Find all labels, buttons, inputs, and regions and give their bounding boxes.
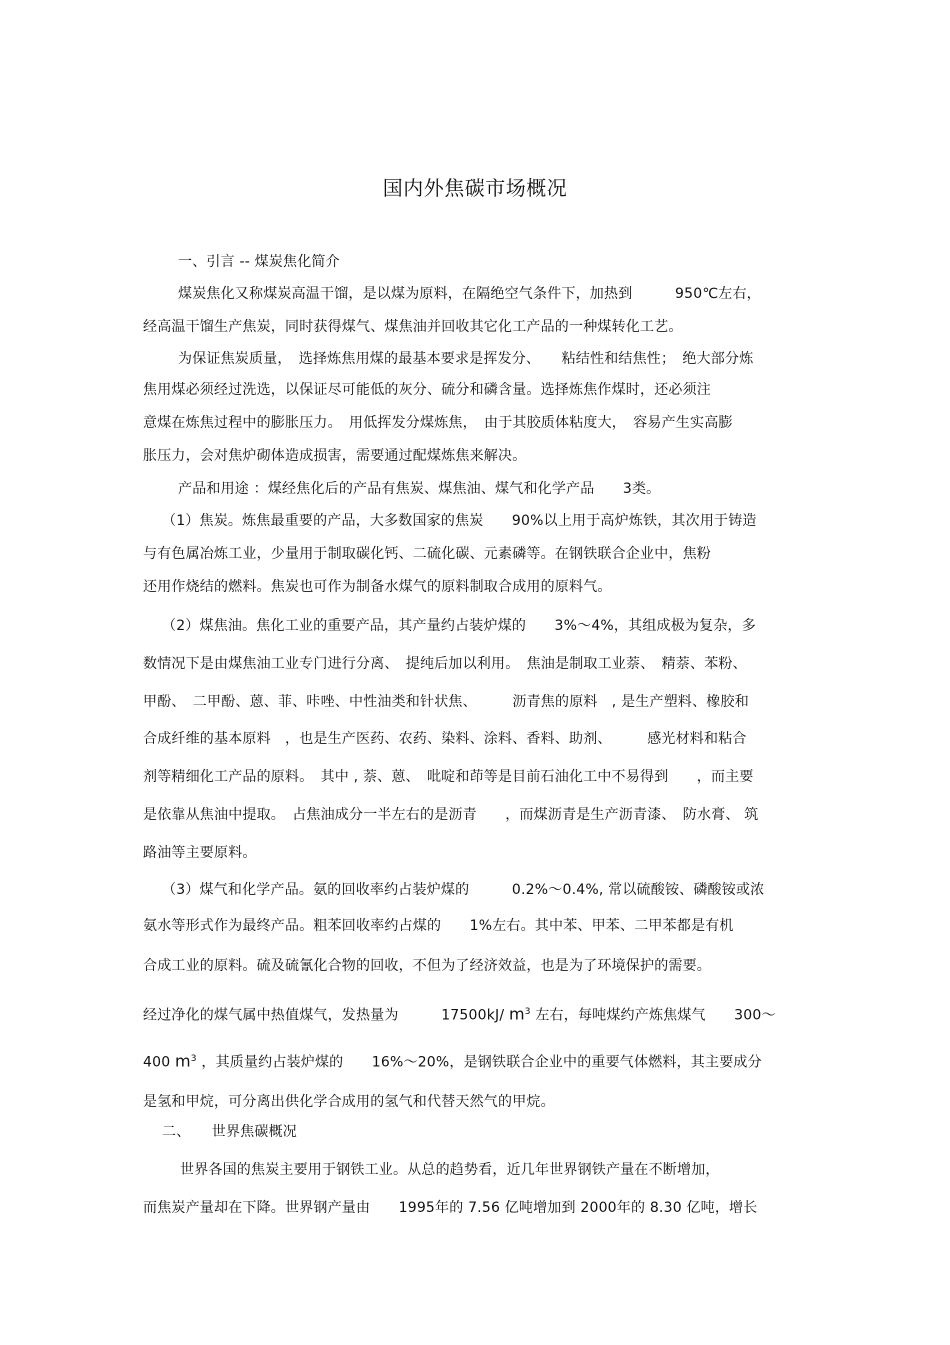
paragraph-line: 经高温干馏生产焦炭，同时获得煤气、煤焦油并回收其它化工产品的一种煤转化工艺。 (143, 319, 683, 335)
paragraph-line: 氨水等形式作为最终产品。粗苯回收率约占煤的 1%左右。其中苯、甲苯、二甲苯都是有机 (143, 918, 734, 934)
section-heading-intro: 一、引言 -- 煤炭焦化简介 (178, 254, 340, 270)
paragraph-line: 是氢和甲烷，可分离出供化学合成用的氢气和代替天然气的甲烷。 (143, 1094, 555, 1110)
page-title: 国内外焦碳市场概况 (382, 176, 568, 200)
paragraph-line: 路油等主要原料。 (143, 845, 257, 861)
heat-value-text: 经过净化的煤气属中热值煤气，发热量为 17500kJ/ (143, 1007, 505, 1024)
gas-share-text: ，其质量约占装炉煤的 16%～20%，是钢铁联合企业中的重要气体燃料，其主要成分 (201, 1054, 762, 1071)
gas-volume-value: 400 (143, 1054, 171, 1071)
paragraph-line: 数情况下是由煤焦油工业专门进行分离、 提纯后加以利用。 焦油是制取工业萘、 精萘、苯粉、 (143, 656, 747, 672)
unit-m: m (508, 1004, 525, 1024)
paragraph-line: 与有色属冶炼工业，少量用于制取碳化钙、二硫化碳、元素磷等。在钢铁联合企业中，焦粉 (143, 546, 711, 562)
unit-m: m (174, 1051, 191, 1071)
paragraph-line: 煤炭焦化又称煤炭高温干馏，是以煤为原料，在隔绝空气条件下，加热到 950℃左右， (178, 286, 761, 302)
paragraph-line: 合成纤维的基本原料 ，也是生产医药、农药、染料、涂料、香料、助剂、 感光材料和粘合 (143, 731, 747, 747)
paragraph-line: （3）煤气和化学产品。氨的回收率约占装炉煤的 0.2%～0.4%, 常以硫酸铵、磷酸铵或浓 (162, 882, 765, 898)
paragraph-line: 甲酚、 二甲酚、蒽、菲、咔唑、中性油类和针状焦、 沥青焦的原料 , 是生产塑料、橡胶和 (143, 694, 749, 710)
paragraph-line: （1）焦炭。炼焦最重要的产品，大多数国家的焦炭 90%以上用于高炉炼铁，其次用于铸造 (162, 513, 757, 529)
paragraph-line: 还用作烧结的燃料。焦炭也可作为制备水煤气的原料制取合成用的原料气。 (143, 579, 612, 595)
unit-exponent: 3 (524, 1007, 531, 1017)
gas-yield-text: 左右，每吨煤约产炼焦煤气 300～ (535, 1007, 776, 1024)
paragraph-line-gas-volume (143, 1049, 762, 1073)
paragraph-line: 而焦炭产量却在下降。世界钢产量由 1995年的 7.56 亿吨增加到 2000年的 8.30 亿吨，增长 (143, 1200, 758, 1216)
paragraph-line-heat-value (143, 1002, 776, 1026)
paragraph-line: 意煤在炼焦过程中的膨胀压力。 用低挥发分煤炼焦， 由于其胶质体粘度大， 容易产生实高膨 (143, 415, 733, 431)
paragraph-line: 剂等精细化工产品的原料。 其中 , 萘、蒽、 吡啶和茚等是目前石油化工中不易得到 ，而主要 (143, 769, 754, 785)
paragraph-line: 焦用煤必须经过洗选，以保证尽可能低的灰分、硫分和磷含量。选择炼焦作煤时，还必须注 (143, 382, 711, 398)
unit-exponent: 3 (190, 1054, 197, 1064)
paragraph-line: 是依靠从焦油中提取。 占焦油成分一半左右的是沥青 ，而煤沥青是生产沥青漆、 防水膏、 筑 (143, 807, 759, 823)
paragraph-line: 合成工业的原料。硫及硫氰化合物的回收，不但为了经济效益，也是为了环境保护的需要。 (143, 958, 711, 974)
section-heading-world: 二、 世界焦碳概况 (162, 1124, 297, 1140)
paragraph-line: 为保证焦炭质量， 选择炼焦用煤的最基本要求是挥发分、 粘结性和结焦性； 绝大部分炼 (178, 351, 754, 367)
paragraph-line: 产品和用途 ：煤经焦化后的产品有焦炭、煤焦油、煤气和化学产品 3类。 (178, 481, 661, 497)
paragraph-line: 胀压力，会对焦炉砌体造成损害，需要通过配煤炼焦来解决。 (143, 448, 527, 464)
paragraph-line: 世界各国的焦炭主要用于钢铁工业。从总的趋势看，近几年世界钢铁产量在不断增加， (180, 1162, 720, 1178)
paragraph-line: （2）煤焦油。焦化工业的重要产品，其产量约占装炉煤的 3%～4%，其组成极为复杂，多 (162, 618, 756, 634)
